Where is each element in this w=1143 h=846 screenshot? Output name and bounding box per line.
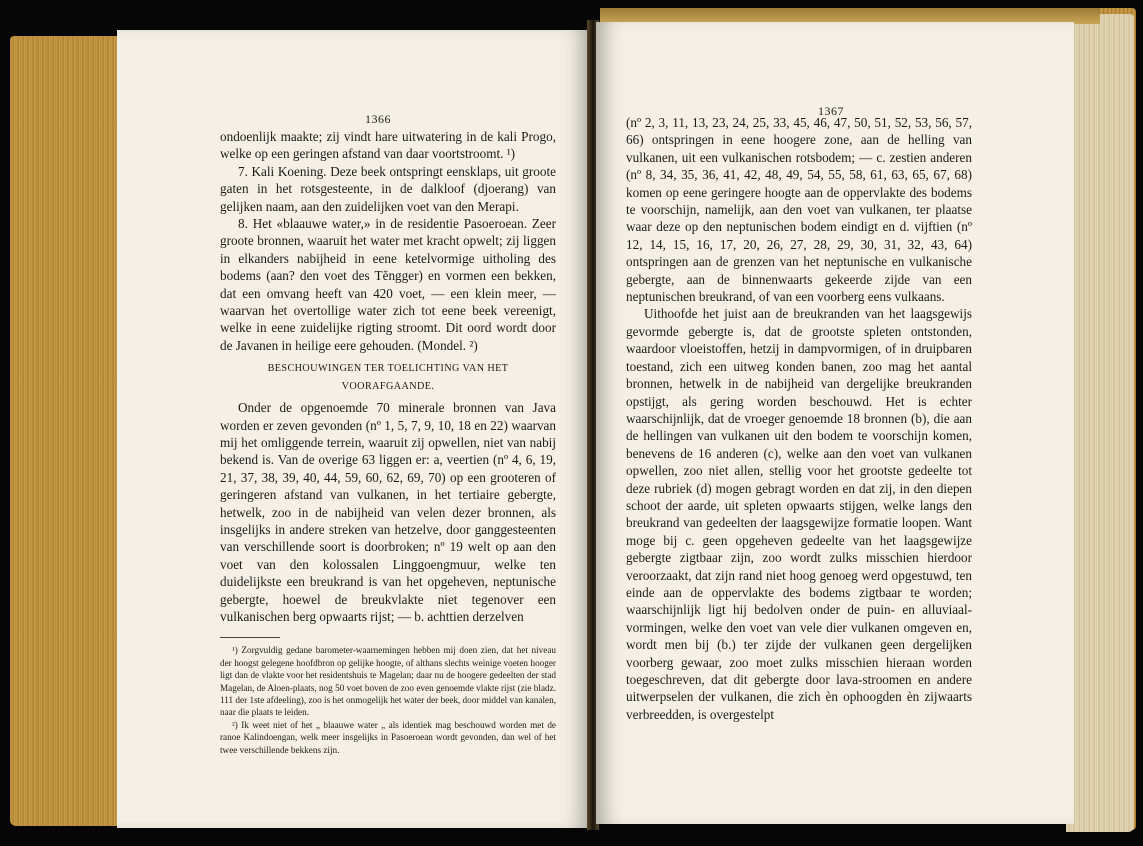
- paragraph: 7. Kali Koening. Deze beek ontspringt eensklaps, uit groote gaten in het rotsgesteente, in de dalkloof (djoerang) van gelijken naam, aan den zuidelijken voet van den Merapi.: [220, 163, 556, 214]
- right-page-text: [626, 114, 972, 723]
- left-page-text: [220, 128, 556, 756]
- right-page: [596, 22, 1074, 824]
- paragraph: 8. Het «blaauwe water,» in de residentie Pasoeroean. Zeer groote bronnen, waaruit het water met kracht opwelt; zij liggen in elkanders nabijheid in eene ketelvormige uitholing des bodems (aan? den voet des Tĕngger) en vormen een bekken, dat een omvang heeft van 420 voet, — een klein meer, — waarvan het overtollige water zich tot eene beek vereenigt, welke in eene zuidelijke rigting stroomt. Dit oord wordt door de Javanen in heilige eere gehouden. (Mondel. ²): [220, 216, 556, 353]
- book-left-page-edges: [10, 36, 118, 826]
- footnote-divider: [220, 637, 280, 638]
- book-right-page-edges: [1066, 14, 1134, 832]
- footnote: ²) Ik weet niet of het „ blaauwe water „ als identiek mag beschouwd worden met de ranoe Kalindoengan, welk meer insgelijks in Pasoeroean wordt gevonden, dan wel of het twee verschillende bekkens zijn.: [220, 719, 556, 755]
- paragraph: (nº 2, 3, 11, 13, 23, 24, 25, 33, 45, 46, 47, 50, 51, 52, 53, 56, 57, 66) ontspringen in eene hoogere zone, aan de helling van vulkanen, uit een vulkanischen rotsbodem; — c. zestien anderen (nº 8, 34, 35, 36, 41, 42, 48, 49, 54, 55, 58, 61, 63, 65, 67, 68) komen op eene geringere hoogte aan de oppervlakte des bodems te voorschijn, namelijk, aan den voet van vulkanen, ter plaatse waar deze op den neptunischen bodem eindigt en d. vijftien (nº 12, 14, 15, 16, 17, 20, 26, 27, 28, 29, 30, 31, 32, 43, 64) ontspringen aan de grenzen van het neptunische en vulkanische gebergte, aan de binnenwaarts gekeerde zijde van een neptunischen breukrand, of van een voorberg eens vulkaans.: [626, 115, 972, 305]
- left-page: [117, 30, 589, 828]
- paragraph: Uithoofde het juist aan de breukranden van het laagsgewijs gevormde gebergte is, dat de grootste spleten ontstonden, waardoor vloeistoffen, hetzij in dampvormigen, of in druipbaren toestand, zich een uitweg konden banen, zoo mag het aantal bronnen, hetwelk in de nabijheid van dergelijke breukranden opstijgt, als gering worden beschouwd. Het is echter waarschijnlijk, dat de vroeger genoemde 18 bronnen (b), die aan de hellingen van vulkanen uit den bodem te voorschijn komen, benevens de 16 anderen (c), welke aan den voet van vulkanen opwellen, zoo niet allen, stellig voor het grootste gedeelte tot deze rubriek (d) mogen gebragt worden en dat zij, in den diepen schoot der aarde, uit spleten opwaarts stijgen, welke langs den breukrand van gedeelten der laagsgewijze formatie loopen. Want moge bij c. geen opgeheven gedeelte van het laagsgewijze gebergte zigtbaar zijn, zoo wordt zulks misschien hierdoor veroorzaakt, dat zijn rand niet hoog genoeg werd opgestuwd, ten einde aan de oppervlakte des bodems zigtbaar te worden; waarschijnlijk ligt hij bedolven onder de puin- en alluviaal-vormingen, welke den voet van vele dier vulkanen omgeven en, wordt men bij (b.) ter zijde der vulkanen geen dergelijken voorberg gewaar, zoo moet zulks misschien hieraan worden toegeschreven, dat dit gebergte door lava-stroomen en andere uitwerpselen der vulkanen, die zich èn ophoogden èn zijwaarts verbreedden, is overgestelpt: [626, 306, 972, 722]
- paragraph: Onder de opgenoemde 70 minerale bronnen van Java worden er zeven gevonden (nº 1, 5, 7, 9, 10, 18 en 22) waarvan mij het omliggende terrein, waaruit zij opwellen, niet van nabij bekend is. Van de overige 63 liggen er: a, veertien (nº 4, 6, 19, 21, 37, 38, 39, 40, 44, 59, 60, 62, 69, 70) op een grooteren of geringeren afstand van vulkanen, in het tertiaire gebergte, hetwelk, zoo in de nabijheid van velen dezer bronnen, als insgelijks in andere streken van hetzelve, door ganggesteenten van verschillende soort is doorbroken; nº 19 welt op aan den voet van den kolossalen Linggoengmuur, welke ten duidelijkste een breukrand is van het opgeheven, neptunische gebergte, hoewel de breukvlakte niet tegenover een vulkanischen berg opwaarts rijst; — b. achttien derzelven: [220, 400, 556, 624]
- section-heading: BESCHOUWINGEN TER TOELICHTING VAN HET VOORAFGAANDE.: [267, 363, 509, 392]
- footnotes: [220, 644, 556, 756]
- page-number-right: 1367: [818, 104, 844, 118]
- footnote: ¹) Zorgvuldig gedane barometer-waarnemingen hebben mij doen zien, dat het niveau der hoogst gelegene hoofdbron op gelijke hoogte, of althans slechts weinige voeten hooger ligt dan de vlakte voor het residentshuis te Magelan; daar nu de hoogere gedeelten der stad Magelan, de Aloen-plaats, nog 50 voet boven de zoo even genoemde vlakte rijst (zie bladz. 111 der 1ste afdeeling), zoo is het onmogelijk het water der beek, door middel van kanalen, naar die plaats te leiden.: [220, 645, 556, 718]
- paragraph: ondoenlijk maakte; zij vindt hare uitwatering in de kali Progo, welke op een geringen afstand van daar voortstroomt. ¹): [220, 129, 556, 162]
- page-number-left: 1366: [365, 112, 391, 126]
